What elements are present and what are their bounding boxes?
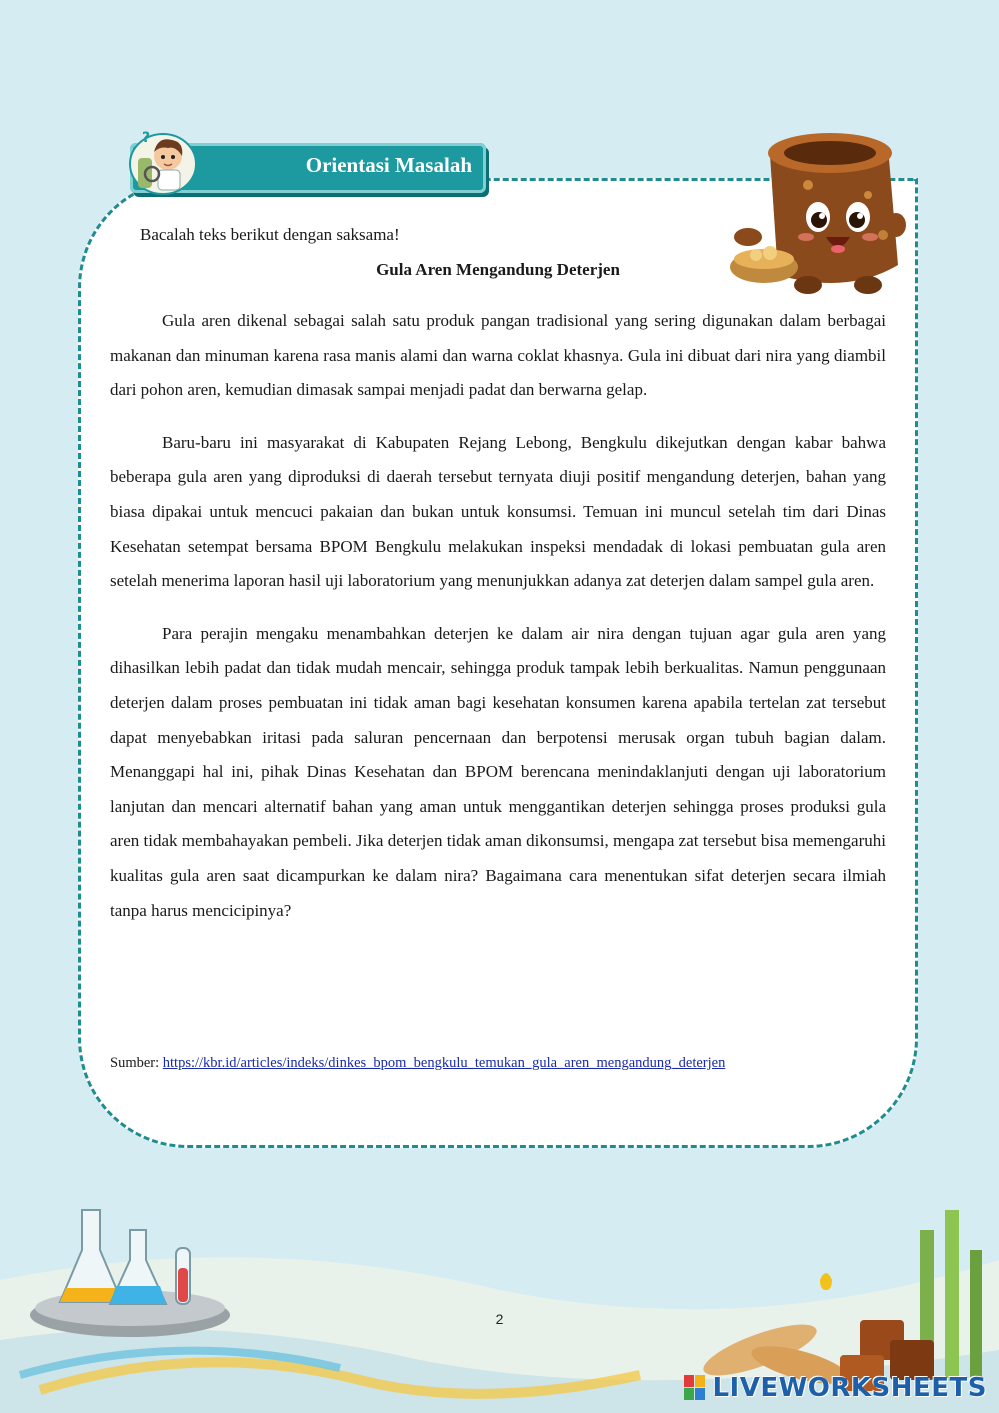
article-body [110, 304, 886, 946]
article-paragraph: Gula aren dikenal sebagai salah satu produk pangan tradisional yang sering digunakan dalam berbagai makanan dan minuman karena rasa manis alami dan warna coklat khasnya. Gula ini dibuat dari nira yang diambil dari pohon aren, kemudian dimasak sampai menjadi padat dan berwarna gelap. [110, 311, 886, 400]
liveworksheets-watermark [684, 1372, 987, 1404]
page-number: 2 [495, 1311, 504, 1327]
article-paragraph: Para perajin mengaku menambahkan deterjen ke dalam air nira dengan tujuan agar gula aren yang dihasilkan lebih padat dan tidak mudah mencair, sehingga produk tampak lebih berkualitas. Namun penggunaan deterjen dalam proses pembuatan ini tidak aman bagi kesehatan konsumen karena apabila tertelan zat tersebut dapat menyebabkan iritasi pada saluran pencernaan dan berpotensi merusak organ tubuh bagian dalam. Menanggapi hal ini, pihak Dinas Kesehatan dan BPOM berencana menindaklanjuti dengan uji laboratorium lanjutan dan mencari alternatif bahan yang aman untuk menggantikan deterjen sehingga proses produksi gula aren tidak membahayakan pembeli. Jika deterjen tidak aman dikonsumsi, mengapa zat tersebut bisa memengaruhi kualitas gula aren saat dicampurkan ke dalam nira? Bagaimana cara menentukan sifat deterjen secara ilmiah tanpa harus mencicipinya? [110, 623, 886, 920]
section-title: Orientasi Masalah [305, 153, 472, 177]
article-paragraph: Baru-baru ini masyarakat di Kabupaten Rejang Lebong, Bengkulu dikejutkan dengan kabar bahwa beberapa gula aren yang diproduksi di daerah tersebut ternyata diuji positif mengandung deterjen, bahan yang biasa dipakai untuk mencuci pakaian dan bukan untuk konsumsi. Temuan ini muncul setelah tim dari Dinas Kesehatan setempat bersama BPOM Bengkulu melakukan inspeksi mendadak di lokasi pembuatan gula aren setelah menerima laporan hasil uji laboratorium yang menunjukkan adanya zat deterjen dalam sampel gula aren. [110, 432, 886, 591]
instruction-text: Bacalah teks berikut dengan saksama! [140, 225, 400, 244]
liveworksheets-logo-icon [684, 1375, 706, 1401]
svg-text:?: ? [142, 130, 151, 146]
article-title: Gula Aren Mengandung Deterjen [376, 260, 620, 279]
source-link[interactable]: https://kbr.id/articles/indeks/dinkes_bpom_bengkulu_temukan_gula_aren_mengandung_deterjen [162, 1055, 726, 1071]
source-citation [110, 1055, 725, 1072]
student-mascot-icon [128, 128, 198, 196]
watermark-text: LIVEWORKSHEETS [712, 1373, 987, 1403]
source-label: Sumber: [110, 1055, 163, 1071]
